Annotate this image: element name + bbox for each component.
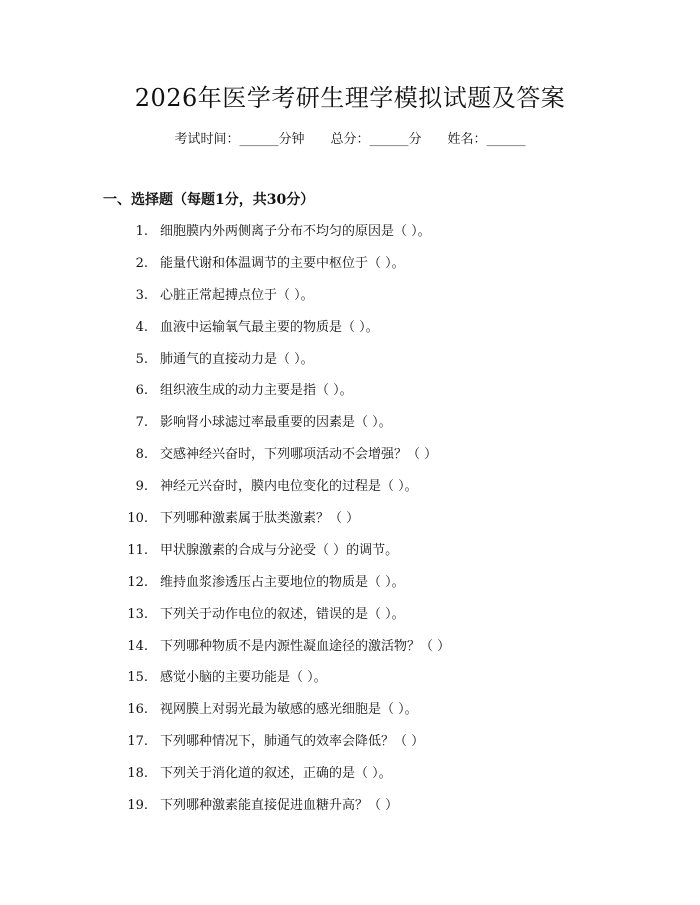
question-item	[0, 508, 700, 540]
question-number: 7.	[135, 415, 148, 431]
question-item	[0, 221, 700, 253]
question-number: 9.	[135, 479, 148, 495]
question-number: 5.	[135, 351, 148, 367]
question-text: 视网膜上对弱光最为敏感的感光细胞是（ ）。	[160, 702, 418, 718]
question-number: 3.	[135, 287, 148, 303]
page-title: 2026年医学考研生理学模拟试题及答案	[134, 84, 566, 112]
question-text: 感觉小脑的主要功能是（ ）。	[160, 670, 327, 686]
question-item	[0, 444, 700, 476]
question-number: 18.	[127, 766, 148, 782]
question-number: 19.	[127, 798, 148, 814]
question-item	[0, 699, 700, 731]
question-number: 2.	[135, 255, 148, 271]
question-text: 维持血浆渗透压占主要地位的物质是（ ）。	[160, 574, 405, 590]
question-list	[0, 221, 700, 827]
question-number: 11.	[127, 542, 148, 558]
question-number: 8.	[135, 447, 148, 463]
question-item	[0, 349, 700, 381]
question-number: 13.	[127, 606, 148, 622]
question-text: 下列哪种情况下，肺通气的效率会降低？（ ）	[160, 734, 425, 750]
question-text: 下列哪种物质不是内源性凝血途径的激活物？（ ）	[160, 638, 451, 654]
question-text: 影响肾小球滤过率最重要的因素是（ ）。	[160, 415, 392, 431]
question-text: 下列关于动作电位的叙述，错误的是（ ）。	[160, 606, 405, 622]
question-text: 下列哪种激素能直接促进血糖升高？（ ）	[160, 798, 399, 814]
question-number: 10.	[127, 511, 148, 527]
question-number: 4.	[135, 319, 148, 335]
question-text: 下列关于消化道的叙述，正确的是（ ）。	[160, 766, 392, 782]
question-item	[0, 476, 700, 508]
question-item	[0, 285, 700, 317]
question-item	[0, 380, 700, 412]
question-item	[0, 636, 700, 668]
question-item	[0, 604, 700, 636]
section-heading: 一、选择题（每题1分，共30分）	[103, 192, 315, 208]
question-number: 1.	[135, 224, 148, 239]
question-text: 细胞膜内外两侧离子分布不均匀的原因是（ ）。	[160, 224, 431, 239]
question-item	[0, 763, 700, 795]
question-number: 12.	[127, 574, 148, 590]
question-item	[0, 667, 700, 699]
question-item	[0, 731, 700, 763]
question-text: 组织液生成的动力主要是指（ ）。	[160, 383, 353, 399]
question-text: 血液中运输氧气最主要的物质是（ ）。	[160, 319, 379, 335]
question-text: 能量代谢和体温调节的主要中枢位于（ ）。	[160, 255, 405, 271]
question-item	[0, 253, 700, 285]
question-item	[0, 540, 700, 572]
question-text: 甲状腺激素的合成与分泌受（ ）的调节。	[160, 542, 399, 558]
question-text: 下列哪种激素属于肽类激素？（ ）	[160, 511, 360, 527]
question-item	[0, 795, 700, 827]
question-number: 15.	[127, 670, 148, 686]
question-number: 17.	[127, 734, 148, 750]
question-text: 肺通气的直接动力是（ ）。	[160, 351, 314, 367]
question-item	[0, 412, 700, 444]
exam-meta-line: 考试时间：______分钟 总分：______分 姓名：______	[174, 132, 526, 147]
question-text: 神经元兴奋时，膜内电位变化的过程是（ ）。	[160, 479, 418, 495]
question-number: 14.	[127, 638, 148, 654]
question-item	[0, 572, 700, 604]
question-text: 交感神经兴奋时，下列哪项活动不会增强？（ ）	[160, 447, 438, 463]
question-number: 6.	[135, 383, 148, 399]
question-item	[0, 317, 700, 349]
question-text: 心脏正常起搏点位于（ ）。	[160, 287, 314, 303]
question-number: 16.	[127, 702, 148, 718]
